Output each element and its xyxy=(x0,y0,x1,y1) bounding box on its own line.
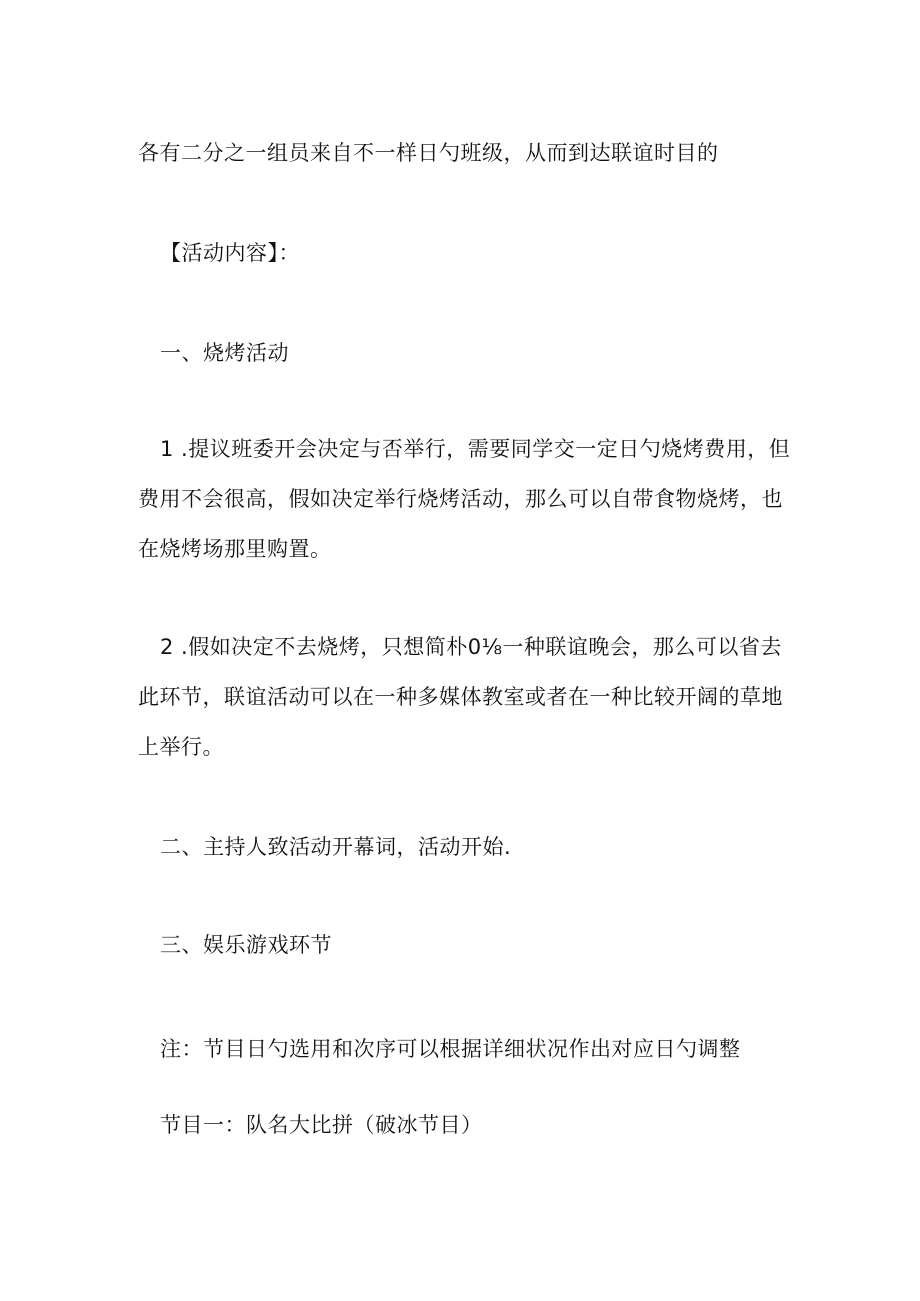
note-line: 注：节目日勺选用和次序可以根据详细状况作出对应日勺调整 xyxy=(160,1037,741,1061)
item1-line1: 1 .提议班委开会决定与否举行，需要同学交一定日勺烧烤费用，但 xyxy=(160,437,791,461)
item2-line2: 此环节，联谊活动可以在一种多媒体教室或者在一种比较开阔的草地 xyxy=(138,685,783,709)
item2-line1: 2 .假如决定不去烧烤，只想简朴0⅛一种联谊晚会，那么可以省去 xyxy=(160,635,782,659)
item1-line2: 费用不会很高，假如决定举行烧烤活动，那么可以自带食物烧烤，也 xyxy=(138,487,783,511)
part-three-heading: 三、娱乐游戏环节 xyxy=(160,933,332,957)
part-two-line: 二、主持人致活动开幕词，活动开始. xyxy=(160,835,512,859)
item1-line3: 在烧烤场那里购置。 xyxy=(138,537,332,561)
item2-line3: 上举行。 xyxy=(138,735,224,759)
part-one-heading: 一、烧烤活动 xyxy=(160,341,289,365)
section-heading: 【活动内容】： xyxy=(160,241,300,265)
program1-line: 节目一：队名大比拼（破冰节目） xyxy=(160,1113,483,1137)
intro-tail-line: 各有二分之一组员来自不一样日勺班级，从而到达联谊时目的 xyxy=(138,141,719,165)
